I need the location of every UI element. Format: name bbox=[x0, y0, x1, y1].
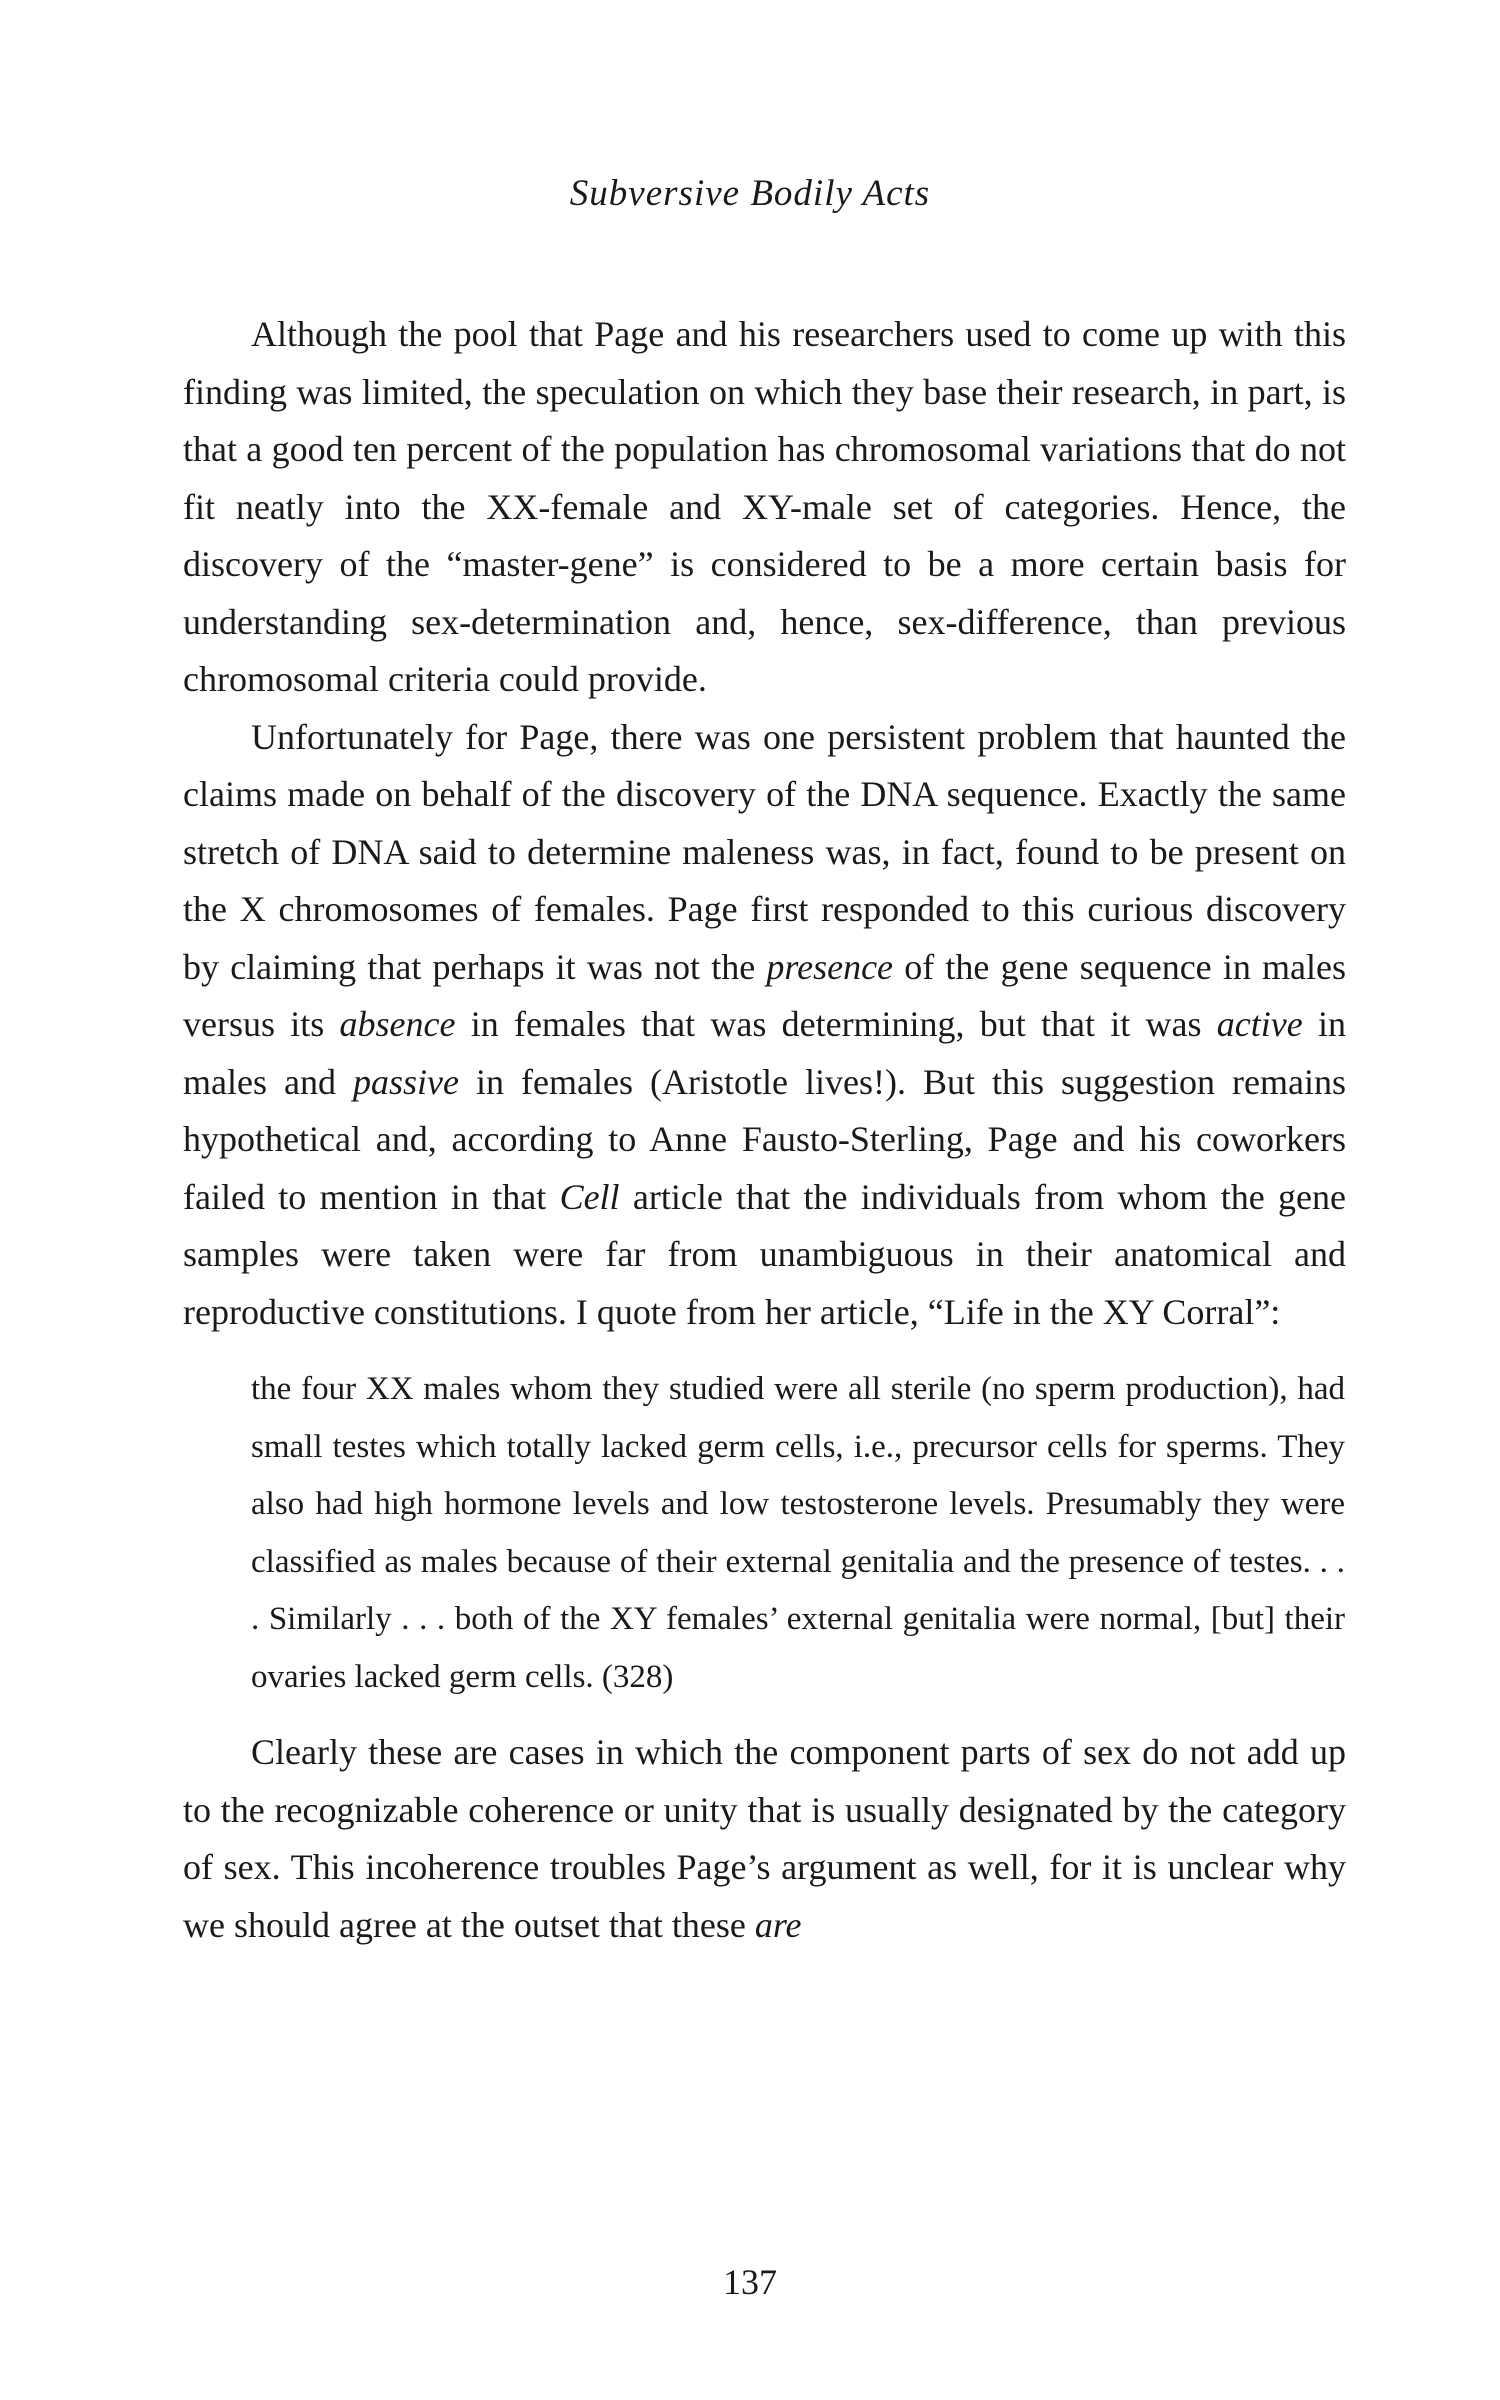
italic-cell: Cell bbox=[559, 1176, 620, 1217]
text-run: in males and bbox=[183, 1004, 1346, 1102]
paragraph-3 bbox=[183, 1724, 1346, 1954]
text-run: Unfortunately for Page, there was one persistent problem that haunted the claims made on behalf of the discovery of the DNA sequence. Exactly the same stretch of DNA said to determine maleness was, in fact, found to be present on the X chromosomes of females. Page first responded to this curious discovery by claiming that perhaps it was not the bbox=[183, 716, 1346, 987]
italic-are: are bbox=[754, 1904, 802, 1945]
paragraph-1: Although the pool that Page and his researchers used to come up with this finding was limited, the speculation on which they base their research, in part, is that a good ten percent of the population has chromosomal variations that do not fit neatly into the XX-female and XY-male set of categories. Hence, the discovery of the “master-gene” is considered to be a more certain basis for understanding sex-determination and, hence, sex-difference, than previous chromosomal criteria could provide. bbox=[183, 314, 1346, 699]
page-number: 137 bbox=[723, 2262, 777, 2302]
text-run: of the gene sequence in males versus its bbox=[183, 946, 1347, 1044]
running-head: Subversive Bodily Acts bbox=[569, 173, 931, 214]
text-run: article that the individuals from whom the gene samples were taken were far from unambiguous in their anatomical and reproductive constitutions. I quote from her article, “Life in the XY Corral”: bbox=[183, 1176, 1346, 1332]
italic-passive: passive bbox=[353, 1061, 459, 1102]
body-text bbox=[183, 306, 1346, 1954]
italic-absence: absence bbox=[339, 1004, 456, 1044]
paragraph-2 bbox=[183, 709, 1346, 1342]
text-run: in females (Aristotle lives!). But this suggestion remains hypothetical and, according to Anne Fausto-Sterling, Page and his coworkers failed to mention in that bbox=[183, 1061, 1347, 1217]
italic-presence: presence bbox=[766, 946, 894, 987]
italic-active: active bbox=[1216, 1004, 1303, 1044]
block-quote: the four XX males whom they studied were all sterile (no sperm production), had small testes which totally lacked germ cells, i.e., precursor cells for sperms. They also had high hormone levels and low testosterone levels. Presumably they were classified as males because of their external genitalia and the presence of testes. . . . Similarly . . . both of the XY females’ external genitalia were normal, [but] their ovaries lacked germ cells. (328) bbox=[251, 1371, 1345, 1695]
text-run: Clearly these are cases in which the component parts of sex do not add up to the recognizable coherence or unity that is usually designated by the category of sex. This incoherence troubles Page’s argument as well, for it is unclear why we should agree at the outset that these bbox=[183, 1732, 1346, 1945]
text-run: in females that was determining, but that it was bbox=[455, 1004, 1217, 1044]
